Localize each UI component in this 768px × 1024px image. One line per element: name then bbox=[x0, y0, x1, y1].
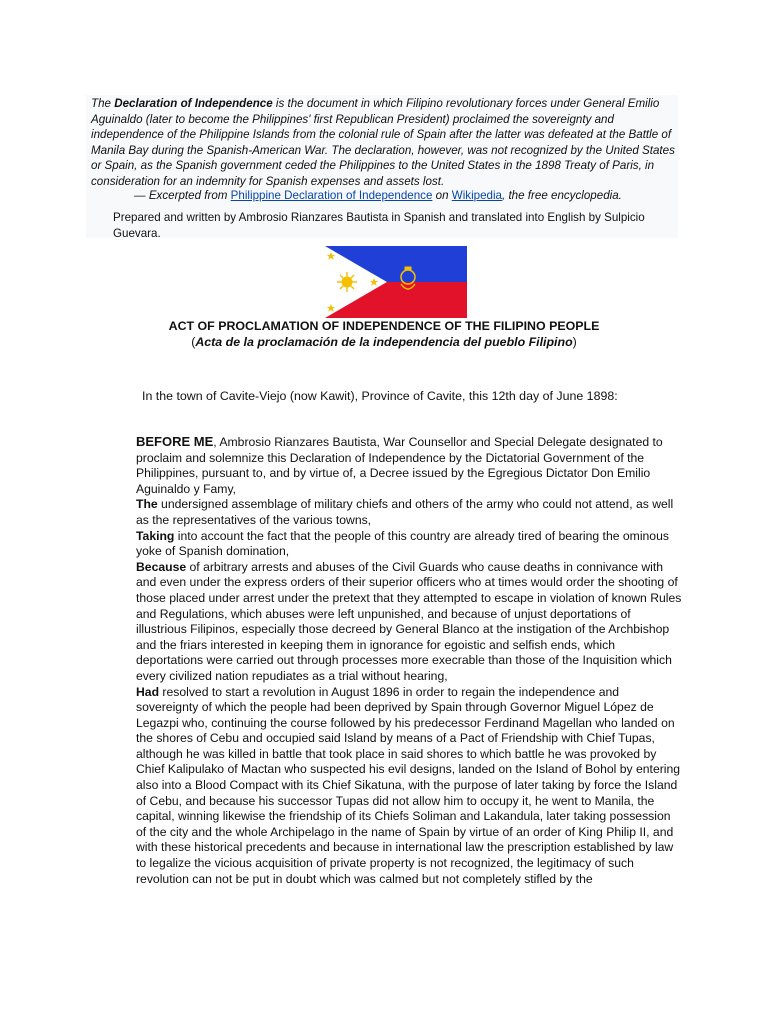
article-link[interactable]: Philippine Declaration of Independence bbox=[230, 189, 433, 202]
intro-pre: The bbox=[91, 97, 115, 110]
title-spanish bbox=[0, 334, 768, 350]
paragraph-text: undersigned assemblage of military chiefs and others of the army who could not attend, as well as the representatives of the various towns, bbox=[136, 497, 674, 527]
paragraph-text: of arbitrary arrests and abuses of the Civil Guards who cause deaths in connivance with and even under the express orders of their superior officers who at times would order the shooting of those placed under arrest under the pretext that they attempted to escape in violation of known Rules and Regulations, which abuses were left unpunished, and because of unjust deportations of illustrious Filipinos, especially those decreed by General Blanco at the instigation of the Archbishop and the friars interested in keeping them in ignorance for egoistic and selfish ends, which deportations were carried out through processes more execrable than those of the Inquisition which every civilized nation repudiates as a trial without hearing, bbox=[136, 559, 682, 683]
citation bbox=[134, 188, 674, 203]
title-sub-open: ( bbox=[191, 335, 196, 349]
philippine-flag-image bbox=[325, 246, 467, 318]
paragraph-lead: BEFORE ME bbox=[136, 434, 214, 449]
paragraph-lead: The bbox=[136, 497, 158, 512]
paragraph-lead: Because bbox=[136, 559, 187, 574]
prepared-by: Prepared and written by Ambrosio Rianzares Bautista in Spanish and translated into English by Sulpicio Guevara. bbox=[113, 211, 645, 240]
sun-icon bbox=[337, 272, 357, 292]
citation-mid: on bbox=[432, 189, 452, 202]
paragraph-because bbox=[136, 560, 684, 685]
paragraph-text: , Ambrosio Rianzares Bautista, War Counsellor and Special Delegate designated to proclaim and solemnize this Declaration of Independence by the Dictatorial Government of the Philippines, pursuant to, and by virtue of, a Decree issued by the Egregious Dictator Don Emilio Aguinaldo y Famy, bbox=[136, 435, 663, 496]
title-main: ACT OF PROCLAMATION OF INDEPENDENCE OF THE FILIPINO PEOPLE bbox=[168, 319, 600, 333]
paragraph-taking bbox=[136, 529, 684, 560]
title-sub-close: ) bbox=[572, 335, 577, 349]
wikipedia-link[interactable]: Wikipedia bbox=[451, 189, 503, 202]
intro-paragraph bbox=[91, 96, 675, 190]
paragraph-text: resolved to start a revolution in August 1896 in order to regain the independence and sovereignty of which the people had been deprived by Spain through Governor Miguel López de Legazpi who, continuing the course followed by his predecessor Ferdinand Magellan who landed on the shores of Cebu and occupied said Island by means of a Pact of Friendship with Chief Tupas, although he was killed in battle that took place in said shores to which battle he was provoked by Chief Kalipulako of Mactan who suspected his evil designs, landed on the Island of Bohol by entering also into a Blood Compact with its Chief Sikatuna, with the purpose of later taking by force the Island of Cebu, and because his successor Tupas did not allow him to occupy it, he went to Manila, the capital, winning likewise the friendship of its Chiefs Soliman and Lakandula, later taking possession of the city and the whole Archipelago in the name of Spain by virtue of an order of King Philip II, and with these historical precedents and because in international law the prescription established by law to legalize the vicious acquisition of private property is not recognized, the legitimacy of such revolution can not be put in doubt which was calmed but not completely stifled by the bbox=[136, 684, 681, 886]
intro-body: is the document in which Filipino revolutionary forces under General Emilio Aguinaldo (later to become the Philippines' first Republican President) proclaimed the sovereignty and independence of the Philippine Islands from the colonial rule of Spain after the latter was defeated at the Battle of Manila Bay during the Spanish-American War. The declaration, however, was not recognized by the United States or Spain, as the Spanish government ceded the Philippines to the United States in the 1898 Treaty of Paris, in consideration for an indemnity for Spanish expenses and assets lost. bbox=[91, 97, 675, 188]
intro-lead-term: Declaration of Independence bbox=[114, 97, 273, 110]
paragraph-the bbox=[136, 497, 684, 528]
paragraph-had bbox=[136, 685, 684, 888]
proclamation-body bbox=[136, 434, 684, 887]
paragraph-text: into account the fact that the people of this country are already tired of bearing the ominous yoke of Spanish domination, bbox=[136, 528, 669, 559]
proclamation-title bbox=[0, 318, 768, 350]
title-sub-italic: Acta de la proclamación de la independencia del pueblo Filipino bbox=[195, 335, 573, 349]
citation-prefix: — Excerpted from bbox=[134, 189, 231, 202]
paragraph-lead: Had bbox=[136, 684, 160, 699]
paragraph-before-me bbox=[136, 434, 684, 497]
paragraph-lead: Taking bbox=[136, 528, 175, 543]
town-date-line: In the town of Cavite-Viejo (now Kawit), Province of Cavite, this 12th day of June 1898: bbox=[142, 389, 618, 403]
citation-suffix: , the free encyclopedia. bbox=[502, 189, 622, 202]
